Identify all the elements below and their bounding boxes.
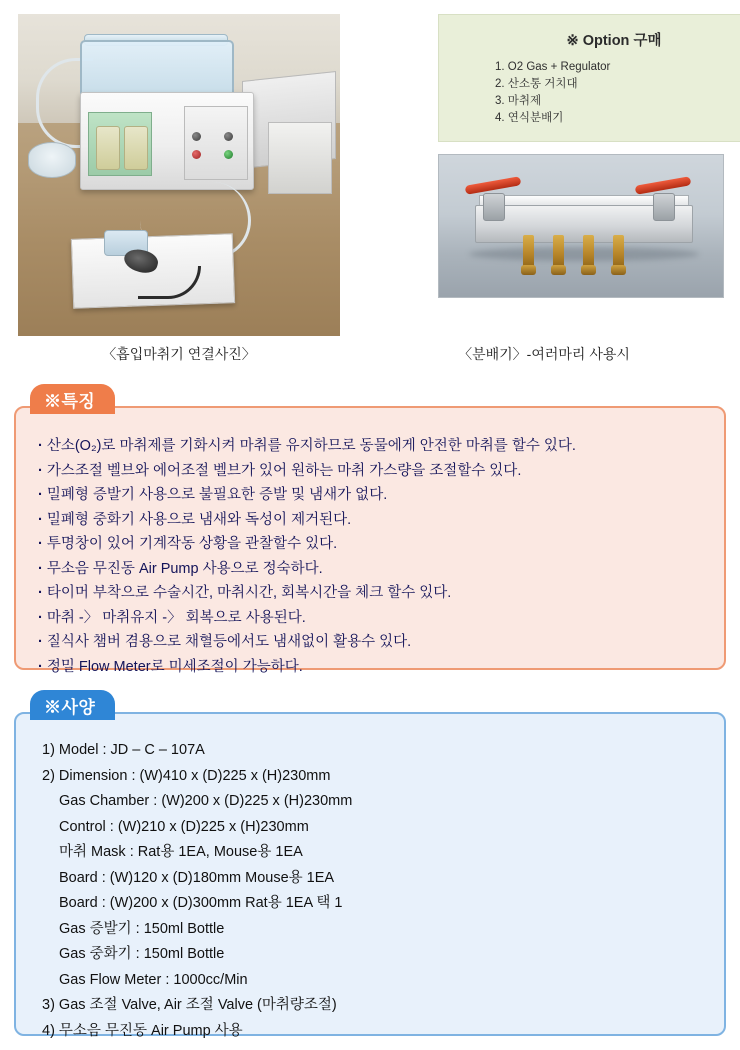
spec-item: Gas Chamber : (W)200 x (D)225 x (H)230mm [59,793,353,809]
features-panel [14,406,726,675]
spec-item: Board : (W)200 x (D)300mm Rat용 1EA 택 1 [59,895,343,911]
valve-body-left [483,193,505,221]
feature-item: · 가스조절 벨브와 에어조절 벨브가 있어 원하는 마취 가스량을 조절할수 있다. [38,459,706,484]
option-item: 2. 산소통 거치대 [495,78,578,90]
specs-section [14,690,726,1039]
spec-item: 3) Gas 조절 Valve, Air 조절 Valve (마취량조절) [42,997,337,1013]
feature-item: · 산소(O₂)로 마취제를 기화시켜 마취를 유지하므로 동물에게 안전한 마취를 할수 있다. [38,434,706,459]
specs-list [42,738,706,1044]
inhalation-anesthesia-machine-photo [18,14,340,336]
vaporizer-bottle [96,126,120,170]
accessory-dish [28,142,76,178]
feature-item: · 투명창이 있어 기계작동 상황을 관찰할수 있다. [38,532,706,557]
gas-valve-knob [192,132,201,141]
option-item: 1. O2 Gas + Regulator [495,61,611,73]
brass-nozzle [613,235,624,269]
features-section [14,384,726,675]
valve-handle-right [635,176,692,195]
spec-item: Control : (W)210 x (D)225 x (H)230mm [59,818,309,835]
option-item: 3. 마취제 [495,95,542,107]
power-knob-icon [192,150,201,159]
feature-item: · 마취 -〉 마취유지 -〉 회복으로 사용된다. [38,606,706,631]
feature-item: · 타이머 부착으로 수술시간, 마취시간, 회복시간을 체크 할수 있다. [38,581,706,606]
spec-item: Gas 중화기 : 150ml Bottle [59,946,225,962]
brass-nozzle [523,235,534,269]
features-list [38,434,706,679]
caption-right: 〈분배기〉-여러마리 사용시 [458,346,630,362]
gas-distributor-photo [438,154,724,298]
option-item: 4. 연식분배기 [495,112,564,124]
features-section-tab: ※특징 [30,384,115,414]
option-box-title: ※ Option 구매 [566,33,662,49]
valve-body-right [653,193,675,221]
specs-panel [14,712,726,1039]
valve-handle-left [465,176,522,195]
option-item-list [439,59,740,127]
caption-left: 〈흡입마취기 연결사진〉 [102,346,256,362]
images-row [18,14,724,364]
spec-item: Gas Flow Meter : 1000cc/Min [59,971,248,988]
status-led-icon [224,150,233,159]
brass-nozzle [553,235,564,269]
feature-item: · 무소음 무진동 Air Pump 사용으로 정숙하다. [38,557,706,582]
option-purchase-box [438,14,740,142]
right-column [366,14,722,142]
feature-item: · 밀폐형 중화기 사용으로 냄새와 독성이 제거된다. [38,508,706,533]
spec-item: 1) Model : JD – C – 107A [42,742,205,758]
gas-chamber [80,40,234,98]
specs-section-tab: ※사양 [30,690,115,720]
brass-nozzle [583,235,594,269]
spec-item: Board : (W)120 x (D)180mm Mouse용 1EA [59,869,335,886]
spec-item: 4) 무소음 무진동 Air Pump 사용 [42,1022,243,1039]
spec-item: 마취 Mask : Rat용 1EA, Mouse용 1EA [59,844,303,860]
feature-item: · 밀폐형 증발기 사용으로 불필요한 증발 및 냄새가 없다. [38,483,706,508]
feature-item: · 질식사 챔버 겸용으로 채혈등에서도 냄새없이 활용수 있다. [38,630,706,655]
feature-item: · 정밀 Flow Meter로 미세조절이 가능하다. [38,655,706,680]
neutralizer-bottle [124,126,148,170]
spec-item: Gas 증발기 : 150ml Bottle [59,920,225,937]
spec-item: 2) Dimension : (W)410 x (D)225 x (H)230mm [42,767,331,784]
control-panel [184,106,248,180]
air-valve-knob [224,132,233,141]
side-equipment-box [268,122,332,194]
